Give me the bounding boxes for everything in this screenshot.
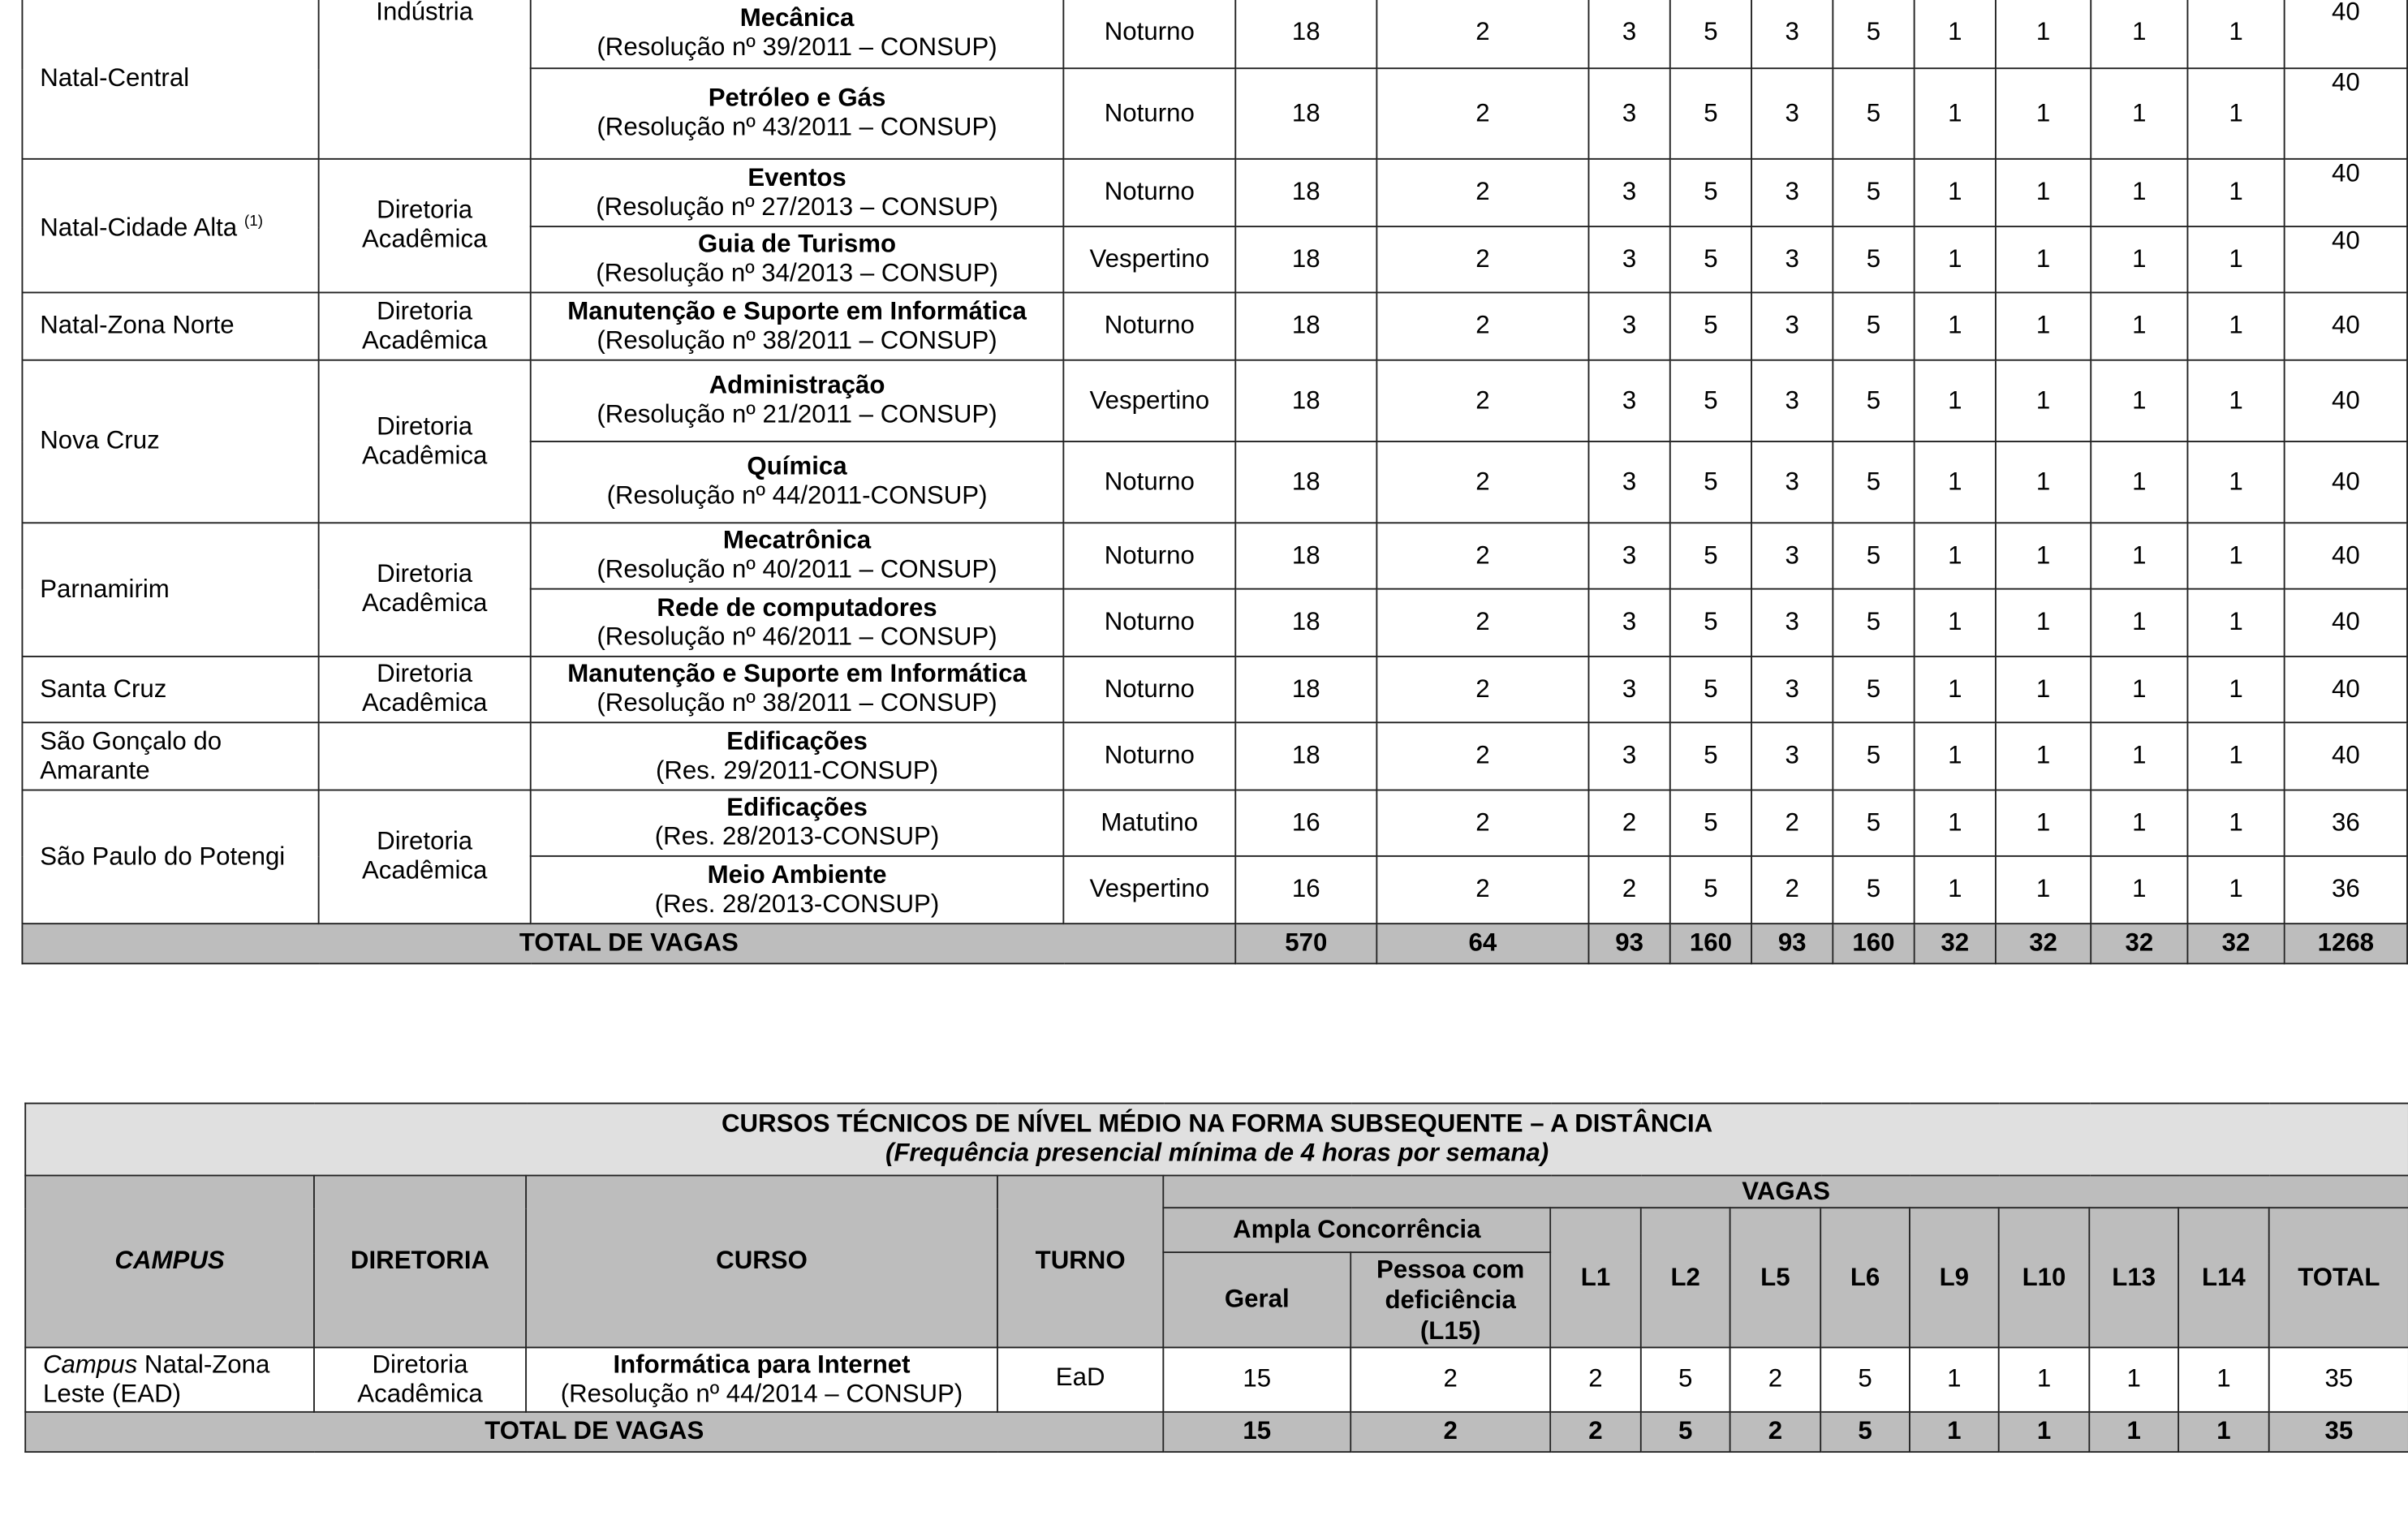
cell-vagas: 40 bbox=[2285, 159, 2407, 226]
vagas-table-presencial bbox=[21, 0, 2407, 964]
cell-vagas: 1 bbox=[1915, 292, 1996, 360]
cell-vagas: 1 bbox=[1996, 360, 2091, 441]
cell-vagas: 5 bbox=[1833, 0, 1914, 68]
cell-vagas: 1 bbox=[1915, 657, 1996, 722]
cell-vagas: 5 bbox=[1670, 159, 1751, 226]
cell-vagas: 2 bbox=[1376, 523, 1588, 588]
cell-vagas: 2 bbox=[1376, 292, 1588, 360]
cell-vagas: 2 bbox=[1730, 1347, 1821, 1411]
cell-vagas: 3 bbox=[1751, 589, 1833, 657]
cell-vagas: 5 bbox=[1833, 68, 1914, 159]
cell-campus bbox=[22, 523, 318, 657]
cell-vagas: 40 bbox=[2285, 441, 2407, 523]
total-value: 1 bbox=[1910, 1412, 1999, 1452]
campus-text: Santa Cruz bbox=[40, 674, 167, 703]
cell-vagas: 5 bbox=[1670, 226, 1751, 292]
cell-diretoria: Diretoria Acadêmica bbox=[314, 1347, 526, 1411]
total-value: 32 bbox=[2091, 924, 2187, 963]
cell-vagas: 1 bbox=[1996, 722, 2091, 790]
cell-turno: Noturno bbox=[1063, 722, 1235, 790]
cell-vagas: 2 bbox=[1751, 790, 1833, 856]
campus-text: Natal-Zona Norte bbox=[40, 312, 235, 340]
cell-vagas: 3 bbox=[1588, 523, 1669, 588]
cell-curso bbox=[531, 589, 1064, 657]
campus-text: Parnamirim bbox=[40, 575, 170, 603]
cell-vagas: 18 bbox=[1235, 722, 1376, 790]
cell-vagas: 5 bbox=[1833, 657, 1914, 722]
cell-vagas: 1 bbox=[2187, 657, 2284, 722]
course-resolution: (Resolução nº 38/2011 – CONSUP) bbox=[597, 326, 997, 355]
cell-vagas: 18 bbox=[1235, 0, 1376, 68]
cell-vagas: 3 bbox=[1588, 360, 1669, 441]
cell-vagas: 5 bbox=[1833, 523, 1914, 588]
header-col: L1 bbox=[1550, 1208, 1641, 1347]
cell-vagas: 3 bbox=[1588, 159, 1669, 226]
cell-turno: Noturno bbox=[1063, 292, 1235, 360]
cell-campus bbox=[22, 657, 318, 722]
cell-vagas: 40 bbox=[2285, 657, 2407, 722]
cell-curso bbox=[526, 1347, 997, 1411]
cell-vagas: 40 bbox=[2285, 0, 2407, 68]
total-value: 570 bbox=[1235, 924, 1376, 963]
campus-text: Natal-Cidade Alta bbox=[40, 214, 238, 243]
cell-vagas: 1 bbox=[2091, 0, 2187, 68]
vagas-table-ead bbox=[24, 1103, 2408, 1453]
cell-vagas: 5 bbox=[1670, 360, 1751, 441]
cell-vagas: 5 bbox=[1833, 360, 1914, 441]
cell-vagas: 1 bbox=[2091, 159, 2187, 226]
cell-vagas: 18 bbox=[1235, 68, 1376, 159]
cell-vagas: 2 bbox=[1376, 657, 1588, 722]
total-value: 93 bbox=[1751, 924, 1833, 963]
cell-diretoria: Diretoria Acadêmica bbox=[319, 360, 531, 523]
header-col: L9 bbox=[1910, 1208, 1999, 1347]
cell-curso bbox=[531, 657, 1064, 722]
cell-vagas: 2 bbox=[1550, 1347, 1641, 1411]
cell-campus bbox=[22, 722, 318, 790]
course-resolution: (Resolução nº 43/2011 – CONSUP) bbox=[597, 114, 997, 142]
cell-vagas: 3 bbox=[1751, 292, 1833, 360]
total-value: 5 bbox=[1641, 1412, 1730, 1452]
course-resolution: (Resolução nº 44/2014 – CONSUP) bbox=[560, 1380, 963, 1408]
cell-vagas: 1 bbox=[2091, 226, 2187, 292]
cell-vagas: 1 bbox=[2187, 159, 2284, 226]
course-resolution: (Res. 29/2011-CONSUP) bbox=[655, 756, 939, 784]
cell-curso bbox=[531, 790, 1064, 856]
course-name: Edificações bbox=[726, 726, 868, 756]
cell-vagas: 5 bbox=[1820, 1347, 1910, 1411]
cell-vagas: 1 bbox=[2178, 1347, 2269, 1411]
header-col: L13 bbox=[2089, 1208, 2178, 1347]
cell-vagas: 18 bbox=[1235, 441, 1376, 523]
cell-vagas: 2 bbox=[1376, 0, 1588, 68]
cell-vagas: 5 bbox=[1670, 722, 1751, 790]
cell-diretoria: Indústria bbox=[319, 0, 531, 159]
cell-vagas: 1 bbox=[1915, 226, 1996, 292]
course-name: Guia de Turismo bbox=[698, 230, 897, 258]
cell-vagas: 2 bbox=[1376, 68, 1588, 159]
cell-vagas: 2 bbox=[1376, 856, 1588, 924]
cell-curso bbox=[531, 722, 1064, 790]
cell-vagas: 36 bbox=[2285, 790, 2407, 856]
course-name: Mecatrônica bbox=[722, 527, 872, 555]
cell-vagas: 1 bbox=[1910, 1347, 1999, 1411]
subtitle-text: (Frequência presencial mínima de 4 horas por semana) bbox=[885, 1139, 1549, 1168]
cell-turno: EaD bbox=[997, 1347, 1163, 1411]
cell-vagas: 5 bbox=[1833, 159, 1914, 226]
cell-vagas: 1 bbox=[1915, 159, 1996, 226]
total-value: 2 bbox=[1550, 1412, 1641, 1452]
course-name: Informática para Internet bbox=[613, 1350, 911, 1379]
table-row bbox=[22, 790, 2407, 856]
cell-vagas: 5 bbox=[1670, 589, 1751, 657]
cell-turno: Noturno bbox=[1063, 589, 1235, 657]
cell-curso bbox=[531, 856, 1064, 924]
cell-vagas: 2 bbox=[1350, 1347, 1550, 1411]
cell-vagas: 1 bbox=[1915, 68, 1996, 159]
campus-italic: Campus bbox=[42, 1350, 138, 1379]
cell-vagas: 2 bbox=[1588, 856, 1669, 924]
cell-vagas: 1 bbox=[2187, 589, 2284, 657]
cell-vagas: 1 bbox=[1915, 722, 1996, 790]
cell-vagas: 18 bbox=[1235, 292, 1376, 360]
cell-vagas: 3 bbox=[1751, 657, 1833, 722]
header-curso: CURSO bbox=[526, 1175, 997, 1347]
cell-vagas: 3 bbox=[1751, 722, 1833, 790]
cell-vagas: 3 bbox=[1751, 523, 1833, 588]
cell-vagas: 1 bbox=[1996, 68, 2091, 159]
cell-vagas: 1 bbox=[2187, 0, 2284, 68]
total-value: 64 bbox=[1376, 924, 1588, 963]
header-geral: Geral bbox=[1163, 1252, 1350, 1347]
cell-curso bbox=[531, 0, 1064, 68]
cell-vagas: 3 bbox=[1588, 226, 1669, 292]
cell-vagas: 18 bbox=[1235, 657, 1376, 722]
cell-vagas: 1 bbox=[1996, 657, 2091, 722]
course-resolution: (Resolução nº 39/2011 – CONSUP) bbox=[597, 32, 997, 61]
campus-text: São Paulo do Potengi bbox=[40, 842, 286, 870]
cell-vagas: 1 bbox=[2187, 360, 2284, 441]
cell-vagas: 3 bbox=[1751, 159, 1833, 226]
cell-vagas: 18 bbox=[1235, 589, 1376, 657]
cell-vagas: 2 bbox=[1376, 159, 1588, 226]
course-name: Manutenção e Suporte em Informática bbox=[567, 660, 1027, 688]
course-name: Administração bbox=[709, 371, 885, 399]
cell-vagas: 40 bbox=[2285, 589, 2407, 657]
cell-vagas: 2 bbox=[1376, 722, 1588, 790]
cell-vagas: 1 bbox=[1996, 523, 2091, 588]
cell-vagas: 5 bbox=[1833, 589, 1914, 657]
cell-diretoria: Diretoria Acadêmica bbox=[319, 159, 531, 293]
header-campus: CAMPUS bbox=[25, 1175, 314, 1347]
cell-vagas: 1 bbox=[2091, 360, 2187, 441]
footnote-ref: (1) bbox=[243, 213, 264, 231]
cell-vagas: 5 bbox=[1670, 292, 1751, 360]
total-value: 1 bbox=[2178, 1412, 2269, 1452]
course-name: Eventos bbox=[747, 163, 846, 192]
campus-text: Natal-Central bbox=[40, 63, 190, 92]
cell-vagas: 1 bbox=[2091, 589, 2187, 657]
header-col: L10 bbox=[1999, 1208, 2090, 1347]
cell-turno: Noturno bbox=[1063, 159, 1235, 226]
cell-diretoria: Diretoria Acadêmica bbox=[319, 790, 531, 924]
cell-vagas: 5 bbox=[1641, 1347, 1730, 1411]
cell-vagas: 3 bbox=[1588, 68, 1669, 159]
cell-diretoria: Diretoria Acadêmica bbox=[319, 292, 531, 360]
cell-vagas: 1 bbox=[2091, 292, 2187, 360]
cell-vagas: 1 bbox=[1915, 441, 1996, 523]
course-resolution: (Res. 28/2013-CONSUP) bbox=[654, 823, 940, 851]
cell-vagas: 5 bbox=[1670, 68, 1751, 159]
cell-vagas: 5 bbox=[1670, 657, 1751, 722]
cell-vagas: 2 bbox=[1588, 790, 1669, 856]
cell-vagas: 1 bbox=[1915, 0, 1996, 68]
header-col: L2 bbox=[1641, 1208, 1730, 1347]
cell-vagas: 1 bbox=[2089, 1347, 2178, 1411]
total-row bbox=[22, 924, 2407, 963]
cell-vagas: 40 bbox=[2285, 226, 2407, 292]
cell-vagas: 2 bbox=[1376, 790, 1588, 856]
cell-vagas: 16 bbox=[1235, 856, 1376, 924]
cell-vagas: 3 bbox=[1588, 0, 1669, 68]
cell-vagas: 1 bbox=[1996, 589, 2091, 657]
cell-vagas: 40 bbox=[2285, 360, 2407, 441]
cell-turno: Noturno bbox=[1063, 0, 1235, 68]
course-name: Mecânica bbox=[739, 3, 855, 32]
header-col: TOTAL bbox=[2269, 1208, 2408, 1347]
cell-campus bbox=[22, 292, 318, 360]
cell-vagas: 1 bbox=[2091, 790, 2187, 856]
cell-vagas: 1 bbox=[2091, 523, 2187, 588]
cell-curso bbox=[531, 68, 1064, 159]
cell-vagas: 3 bbox=[1751, 0, 1833, 68]
cell-vagas: 1 bbox=[1999, 1347, 2090, 1411]
table-row bbox=[22, 0, 2407, 68]
cell-vagas: 1 bbox=[2187, 856, 2284, 924]
cell-campus bbox=[22, 0, 318, 159]
campus-text: São Gonçalo do Amarante bbox=[40, 726, 222, 784]
cell-vagas: 3 bbox=[1588, 657, 1669, 722]
cell-vagas: 36 bbox=[2285, 856, 2407, 924]
course-resolution: (Resolução nº 27/2013 – CONSUP) bbox=[596, 192, 998, 221]
cell-vagas: 5 bbox=[1670, 856, 1751, 924]
cell-vagas: 1 bbox=[2187, 226, 2284, 292]
cell-vagas: 18 bbox=[1235, 523, 1376, 588]
cell-vagas: 1 bbox=[2091, 856, 2187, 924]
cell-turno: Noturno bbox=[1063, 657, 1235, 722]
course-name: Rede de computadores bbox=[657, 593, 937, 622]
course-name: Química bbox=[747, 453, 847, 481]
cell-turno: Vespertino bbox=[1063, 360, 1235, 441]
cell-curso bbox=[531, 159, 1064, 226]
table-title bbox=[25, 1104, 2408, 1176]
cell-campus bbox=[25, 1347, 314, 1411]
course-resolution: (Resolução nº 34/2013 – CONSUP) bbox=[596, 259, 998, 287]
cell-vagas: 5 bbox=[1833, 441, 1914, 523]
campus-text: Natal-Zona Leste (EAD) bbox=[42, 1350, 270, 1408]
cell-vagas: 1 bbox=[1996, 292, 2091, 360]
cell-campus bbox=[22, 360, 318, 523]
total-value: 160 bbox=[1670, 924, 1751, 963]
cell-vagas: 5 bbox=[1670, 523, 1751, 588]
cell-vagas: 3 bbox=[1588, 292, 1669, 360]
cell-vagas: 1 bbox=[1996, 226, 2091, 292]
cell-vagas: 1 bbox=[1996, 856, 2091, 924]
cell-vagas: 1 bbox=[1996, 0, 2091, 68]
cell-vagas: 1 bbox=[1996, 441, 2091, 523]
total-value: 35 bbox=[2269, 1412, 2408, 1452]
total-value: 32 bbox=[1915, 924, 1996, 963]
cell-curso bbox=[531, 523, 1064, 588]
cell-turno: Matutino bbox=[1063, 790, 1235, 856]
cell-vagas: 5 bbox=[1670, 441, 1751, 523]
total-value: 32 bbox=[2187, 924, 2284, 963]
cell-vagas: 40 bbox=[2285, 292, 2407, 360]
cell-vagas: 1 bbox=[1996, 159, 2091, 226]
cell-vagas: 3 bbox=[1588, 722, 1669, 790]
course-name: Petróleo e Gás bbox=[708, 84, 886, 113]
total-value: 5 bbox=[1820, 1412, 1910, 1452]
header-col: L14 bbox=[2178, 1208, 2269, 1347]
cell-vagas: 3 bbox=[1588, 589, 1669, 657]
cell-vagas: 1 bbox=[2091, 441, 2187, 523]
cell-vagas: 1 bbox=[2187, 68, 2284, 159]
cell-vagas: 40 bbox=[2285, 523, 2407, 588]
cell-vagas: 1 bbox=[2187, 722, 2284, 790]
cell-vagas: 1 bbox=[1915, 856, 1996, 924]
cell-vagas: 5 bbox=[1670, 0, 1751, 68]
cell-vagas: 5 bbox=[1833, 790, 1914, 856]
cell-vagas: 3 bbox=[1751, 441, 1833, 523]
cell-vagas: 1 bbox=[2091, 68, 2187, 159]
course-resolution: (Resolução nº 21/2011 – CONSUP) bbox=[597, 400, 997, 428]
cell-turno: Noturno bbox=[1063, 523, 1235, 588]
cell-vagas: 5 bbox=[1833, 226, 1914, 292]
header-turno: TURNO bbox=[997, 1175, 1163, 1347]
header-ampla: Ampla Concorrência bbox=[1163, 1208, 1550, 1252]
cell-vagas: 2 bbox=[1751, 856, 1833, 924]
total-value: 160 bbox=[1833, 924, 1914, 963]
cell-curso bbox=[531, 292, 1064, 360]
header-col: L5 bbox=[1730, 1208, 1821, 1347]
table-row bbox=[22, 292, 2407, 360]
table-row bbox=[22, 159, 2407, 226]
cell-vagas: 1 bbox=[2187, 790, 2284, 856]
table-row bbox=[22, 722, 2407, 790]
cell-campus bbox=[22, 159, 318, 293]
cell-vagas: 18 bbox=[1235, 226, 1376, 292]
total-value: 2 bbox=[1350, 1412, 1550, 1452]
cell-vagas: 1 bbox=[1915, 589, 1996, 657]
course-resolution: (Res. 28/2013-CONSUP) bbox=[654, 889, 940, 918]
header-pcd: Pessoa com deficiência (L15) bbox=[1350, 1252, 1550, 1347]
course-name: Manutenção e Suporte em Informática bbox=[567, 297, 1027, 325]
cell-vagas: 5 bbox=[1833, 292, 1914, 360]
cell-vagas: 1 bbox=[2091, 722, 2187, 790]
cell-vagas: 35 bbox=[2269, 1347, 2408, 1411]
course-name: Edificações bbox=[726, 794, 868, 822]
cell-vagas: 3 bbox=[1751, 68, 1833, 159]
cell-vagas: 18 bbox=[1235, 360, 1376, 441]
cell-campus bbox=[22, 790, 318, 924]
course-resolution: (Resolução nº 44/2011-CONSUP) bbox=[606, 482, 988, 510]
cell-vagas: 40 bbox=[2285, 722, 2407, 790]
cell-curso bbox=[531, 441, 1064, 523]
table-row bbox=[22, 523, 2407, 588]
cell-vagas: 1 bbox=[1996, 790, 2091, 856]
cell-vagas: 5 bbox=[1670, 790, 1751, 856]
cell-vagas: 2 bbox=[1376, 226, 1588, 292]
cell-vagas: 1 bbox=[1915, 790, 1996, 856]
course-resolution: (Resolução nº 38/2011 – CONSUP) bbox=[597, 689, 997, 717]
table-row bbox=[22, 657, 2407, 722]
table-row bbox=[22, 360, 2407, 441]
course-resolution: (Resolução nº 46/2011 – CONSUP) bbox=[597, 622, 997, 651]
total-label: TOTAL DE VAGAS bbox=[22, 924, 1235, 963]
total-value: 93 bbox=[1588, 924, 1669, 963]
header-vagas: VAGAS bbox=[1163, 1175, 2408, 1208]
header-col: L6 bbox=[1820, 1208, 1910, 1347]
cell-vagas: 2 bbox=[1376, 441, 1588, 523]
cell-vagas: 16 bbox=[1235, 790, 1376, 856]
cell-vagas: 18 bbox=[1235, 159, 1376, 226]
cell-turno: Vespertino bbox=[1063, 226, 1235, 292]
cell-diretoria bbox=[319, 722, 531, 790]
cell-vagas: 5 bbox=[1833, 722, 1914, 790]
cell-diretoria: Diretoria Acadêmica bbox=[319, 523, 531, 657]
cell-diretoria: Diretoria Acadêmica bbox=[319, 657, 531, 722]
total-label: TOTAL DE VAGAS bbox=[25, 1412, 1163, 1452]
cell-vagas: 1 bbox=[1915, 360, 1996, 441]
course-name: Meio Ambiente bbox=[707, 860, 887, 889]
cell-turno: Noturno bbox=[1063, 68, 1235, 159]
total-value: 1268 bbox=[2285, 924, 2407, 963]
cell-vagas: 3 bbox=[1751, 360, 1833, 441]
course-resolution: (Resolução nº 40/2011 – CONSUP) bbox=[597, 555, 997, 584]
title-text: CURSOS TÉCNICOS DE NÍVEL MÉDIO NA FORMA SUBSEQUENTE – A DISTÂNCIA bbox=[721, 1110, 1713, 1139]
cell-vagas: 5 bbox=[1833, 856, 1914, 924]
cell-curso bbox=[531, 226, 1064, 292]
cell-turno: Vespertino bbox=[1063, 856, 1235, 924]
cell-vagas: 2 bbox=[1376, 589, 1588, 657]
total-value: 32 bbox=[1996, 924, 2091, 963]
cell-vagas: 1 bbox=[1915, 523, 1996, 588]
total-value: 1 bbox=[2089, 1412, 2178, 1452]
total-value: 15 bbox=[1163, 1412, 1350, 1452]
cell-curso bbox=[531, 360, 1064, 441]
cell-turno: Noturno bbox=[1063, 441, 1235, 523]
cell-vagas: 1 bbox=[2187, 441, 2284, 523]
total-value: 2 bbox=[1730, 1412, 1821, 1452]
cell-vagas: 1 bbox=[2187, 523, 2284, 588]
cell-vagas: 40 bbox=[2285, 68, 2407, 159]
cell-vagas: 1 bbox=[2187, 292, 2284, 360]
cell-vagas: 3 bbox=[1751, 226, 1833, 292]
cell-vagas: 1 bbox=[2091, 657, 2187, 722]
total-value: 1 bbox=[1999, 1412, 2090, 1452]
campus-text: Nova Cruz bbox=[40, 427, 160, 455]
header-diretoria: DIRETORIA bbox=[314, 1175, 526, 1347]
cell-vagas: 2 bbox=[1376, 360, 1588, 441]
cell-vagas: 15 bbox=[1163, 1347, 1350, 1411]
cell-vagas: 3 bbox=[1588, 441, 1669, 523]
